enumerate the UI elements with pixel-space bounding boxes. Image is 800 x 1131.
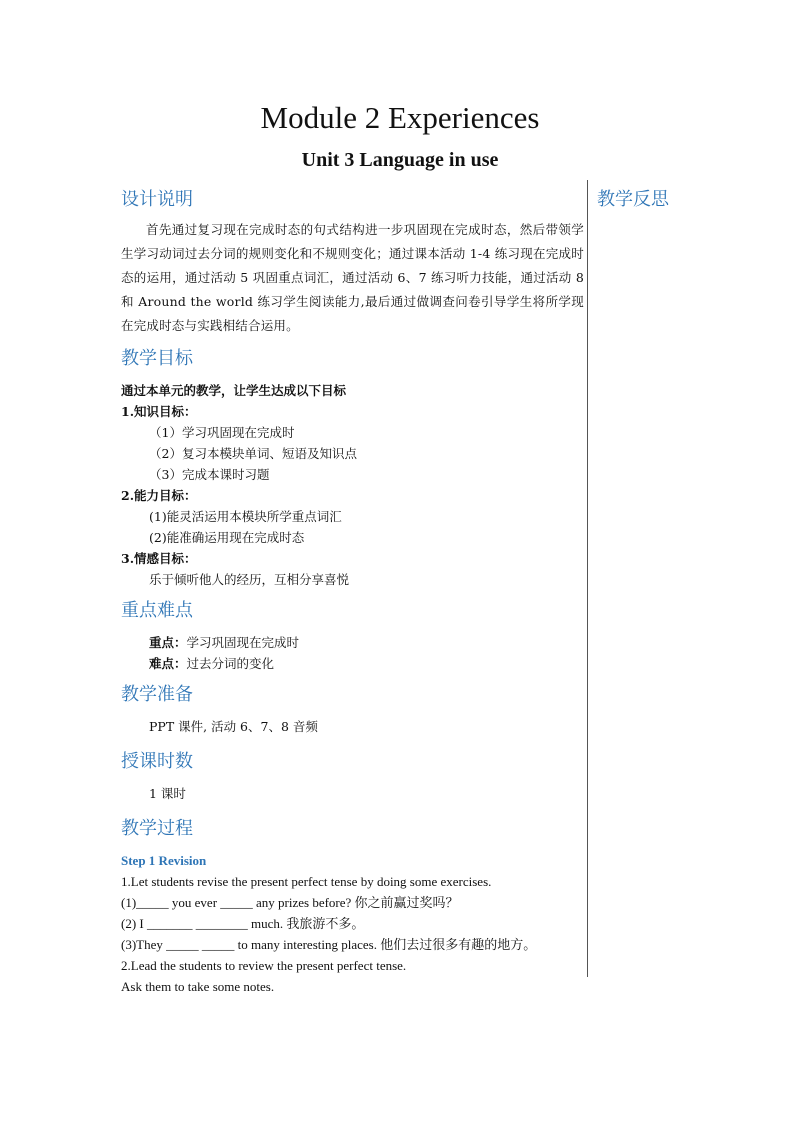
difficult-text: 过去分词的变化 (186, 656, 275, 671)
page-subtitle: Unit 3 Language in use (301, 149, 499, 171)
design-paragraph: 首先通过复习现在完成时态的句式结构进一步巩固现在完成时态，然后带领学生学习动词过去分词的规则变化和不规则变化；通过课本活动 1-4 练习现在完成时态的运用，通过活动 5 巩固重点词汇，通过活动 6、7 练习听力技能，通过活动 8 和 Around the world 练习学生阅读能力,最后通过做调查问卷引导学生将所学现在完成时态与实践相结合运用。 (121, 222, 584, 333)
difficult-label: 难点： (149, 656, 187, 671)
process-line: 1.Let students revise the present perfect tense by doing some exercises. (121, 874, 492, 889)
difficult-point (121, 653, 584, 674)
reflection-heading: 教学反思 (597, 189, 669, 210)
preparation-heading: 教学准备 (121, 684, 193, 705)
goals-intro: 通过本单元的教学，让学生达成以下目标 (121, 383, 347, 398)
process-heading: 教学过程 (121, 818, 193, 839)
duration-heading: 授课时数 (121, 751, 193, 772)
knowledge-item: （2）复习本模块单词、短语及知识点 (149, 446, 357, 461)
column-divider (587, 180, 588, 977)
emotion-title: 3.情感目标： (121, 551, 197, 566)
page-title: Module 2 Experiences (260, 100, 540, 135)
knowledge-title: 1.知识目标： (121, 404, 197, 419)
process-line: (3)They _____ _____ to many interesting places. 他们去过很多有趣的地方。 (121, 937, 537, 952)
preparation-text: PPT 课件, 活动 6、7、8 音频 (149, 719, 318, 734)
process-line: (1)_____ you ever _____ any prizes before? 你之前赢过奖吗？ (121, 895, 459, 910)
process-line: (2) I _______ ________ much. 我旅游不多。 (121, 916, 365, 931)
key-text: 学习巩固现在完成时 (186, 635, 300, 650)
right-column (597, 185, 707, 215)
step-title: Step 1 Revision (121, 853, 207, 868)
keypoints-heading: 重点难点 (121, 600, 193, 621)
ability-item: (2)能准确运用现在完成时态 (149, 530, 305, 545)
process-line: 2.Lead the students to review the present perfect tense. (121, 958, 407, 973)
key-point (121, 632, 584, 653)
knowledge-item: （3）完成本课时习题 (149, 467, 270, 482)
goals-heading: 教学目标 (121, 348, 193, 369)
ability-title: 2.能力目标： (121, 488, 197, 503)
knowledge-item: （1）学习巩固现在完成时 (149, 425, 295, 440)
design-heading: 设计说明 (121, 189, 193, 210)
key-label: 重点： (149, 635, 187, 650)
left-column (121, 185, 584, 997)
ability-item: (1)能灵活运用本模块所学重点词汇 (149, 509, 342, 524)
emotion-item: 乐于倾听他人的经历，互相分享喜悦 (149, 572, 350, 587)
process-line: Ask them to take some notes. (121, 979, 275, 994)
duration-text: 1 课时 (149, 786, 186, 801)
